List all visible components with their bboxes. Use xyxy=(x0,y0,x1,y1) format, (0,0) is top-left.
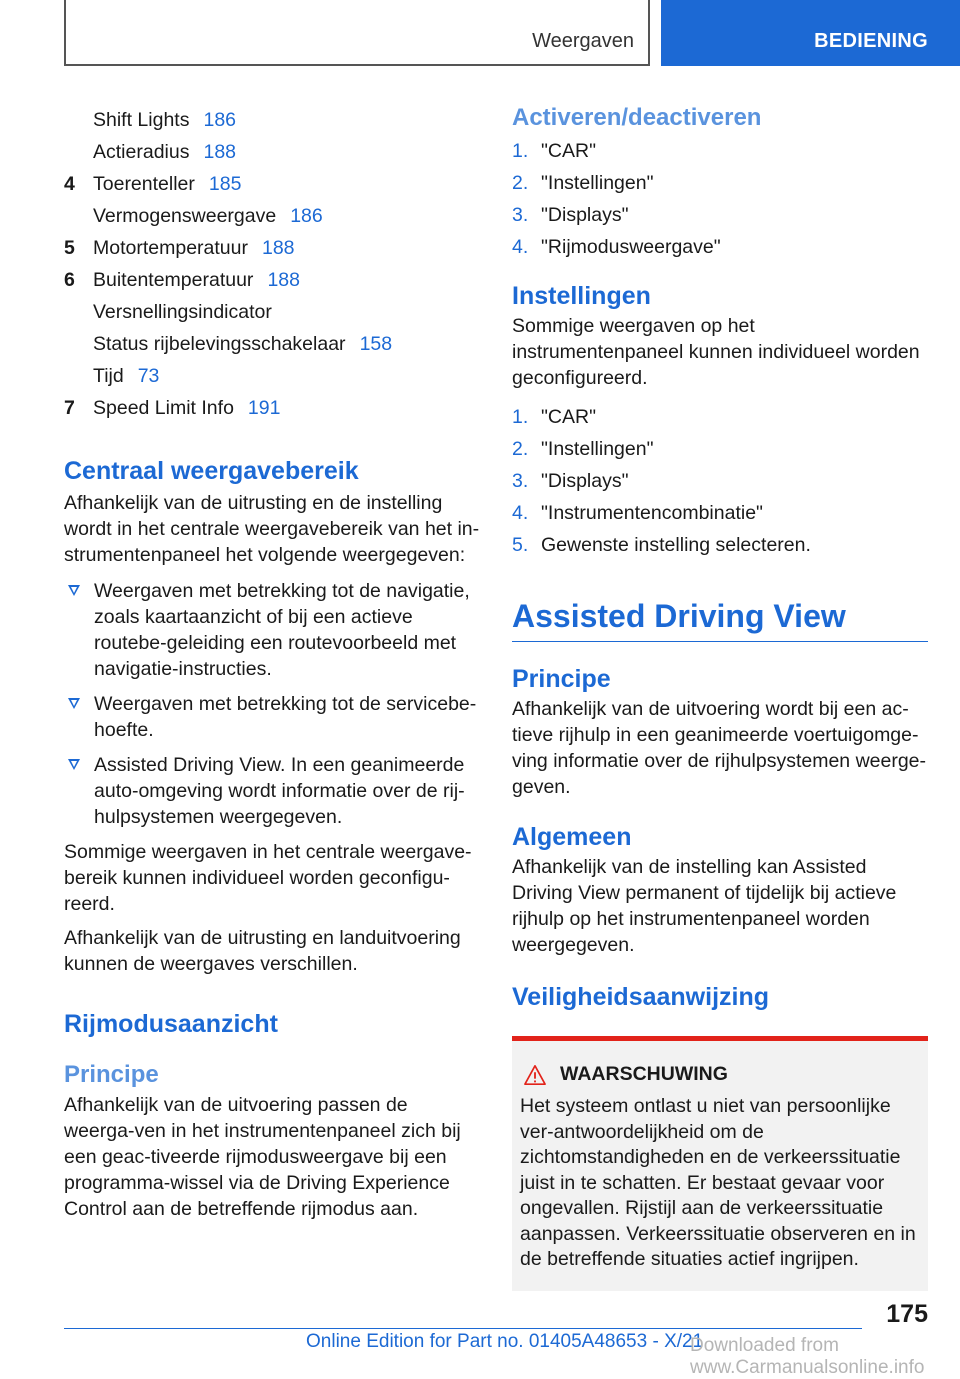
drive-mode-heading: Rijmodusaanzicht xyxy=(64,1010,278,1038)
chapter-tab xyxy=(661,0,960,66)
section-title: Weergaven xyxy=(532,30,634,52)
legend-item: Vermogensweergave 186 xyxy=(64,200,482,232)
central-para: Sommige weergaven in het centrale weergave-bereik kunnen individueel worden geconfigu-reerd. xyxy=(64,841,472,915)
legend-item: 6 Buitentemperatuur 188 xyxy=(64,264,482,296)
page-link[interactable]: 158 xyxy=(359,333,393,355)
warning-title: WAARSCHUWING xyxy=(560,1063,728,1086)
settings-heading: Instellingen xyxy=(512,281,651,310)
warning-triangle-icon xyxy=(524,1064,546,1086)
page-number: 175 xyxy=(886,1300,928,1328)
warning-text: Het systeem ontlast u niet van persoonlijke ver-antwoordelijkheid om de zichtomstandigheden en de verkeerssituatie juist in te schatten. Er bestaat gevaar voor ongevallen. Rijstijl aan de verkeerssituatie aanpassen. Verkeerssituatie observeren en in de betreffende situaties actief ingrijpen. xyxy=(520,1095,916,1271)
chapter-title: BEDIENING xyxy=(814,30,928,52)
triangle-bullet-icon xyxy=(68,698,80,709)
page-link[interactable]: 185 xyxy=(208,173,242,195)
warning-box xyxy=(512,1036,928,1291)
list-item: 3. "Displays" xyxy=(512,469,629,492)
settings-text: Sommige weergaven op het instrumentenpaneel kunnen individueel worden geconfigureerd. xyxy=(512,314,920,389)
legend-item: Actieradius 188 xyxy=(64,136,482,168)
edition-text: Online Edition for Part no. 01405A48653 - X/21 xyxy=(306,1331,704,1352)
settings-steps xyxy=(512,401,928,561)
list-item: 2. "Instellingen" xyxy=(512,437,654,460)
page-link[interactable]: 188 xyxy=(267,269,300,291)
triangle-bullet-icon xyxy=(68,759,80,770)
list-item: 4. "Rijmodusweergave" xyxy=(512,235,721,258)
list-item: Weergaven met betrekking tot de servicebe-hoefte. xyxy=(64,691,482,743)
legend-item: 4 Toerenteller 185 xyxy=(64,168,482,200)
drive-mode-principle-text: Afhankelijk van de uitvoering passen de weerga-ven in het instrumentenpaneel zich bij een geac-tiveerde rijmodusweergave bij een programma-wissel via de Driving Experience Control aan de betreffende rijmodus aan. xyxy=(64,1093,461,1220)
list-item: Weergaven met betrekking tot de navigatie, zoals kaartaanzicht of bij een actieve routebe-geleiding een routevoorbeeld met navigatie-instructies. xyxy=(64,578,482,682)
legend-item: Versnellingsindicator xyxy=(93,301,272,323)
left-column xyxy=(64,104,482,1222)
page-link[interactable]: 186 xyxy=(203,109,237,131)
legend-item: Status rijbelevingsschakelaar 158 xyxy=(64,328,482,360)
list-item: 3. "Displays" xyxy=(512,203,629,226)
central-para: Afhankelijk van de uitrusting en landuitvoering kunnen de weergaves verschillen. xyxy=(64,927,461,975)
page-link[interactable]: 188 xyxy=(261,237,295,259)
list-item: 2. "Instellingen" xyxy=(512,171,654,194)
adv-general-text: Afhankelijk van de instelling kan Assisted Driving View permanent of tijdelijk bij actieve rijhulp op het instrumentenpaneel worden weergegeven. xyxy=(512,856,897,957)
footer-rule xyxy=(64,1328,862,1329)
list-item: 4. "Instrumentencombinatie" xyxy=(512,501,763,524)
drive-mode-principle-heading: Principe xyxy=(64,1061,159,1088)
legend-item: 7 Speed Limit Info 191 xyxy=(64,392,482,424)
central-heading: Centraal weergavebereik xyxy=(64,457,359,485)
adv-heading: Assisted Driving View xyxy=(512,597,846,634)
section-tab xyxy=(64,0,650,66)
right-column xyxy=(512,104,928,1291)
list-item: Assisted Driving View. In een geanimeerde auto-omgeving wordt informatie over de rij-hulpsystemen weergegeven. xyxy=(64,752,482,830)
legend-list xyxy=(64,104,482,424)
legend-item: Tijd 73 xyxy=(64,360,482,392)
safety-heading: Veiligheidsaanwijzing xyxy=(512,983,770,1012)
adv-principle-text: Afhankelijk van de uitvoering wordt bij een ac-tieve rijhulp in een geanimeerde voertuigomge-ving informatie over de rijhulpsystemen weerge-geven. xyxy=(512,698,927,799)
adv-general-heading: Algemeen xyxy=(512,823,632,852)
warning-title-row xyxy=(520,1063,920,1086)
central-intro: Afhankelijk van de uitrusting en de instelling wordt in het centrale weergavebereik van het in-strumentenpaneel het volgende weergegeven: xyxy=(64,492,480,566)
list-item: 5. Gewenste instelling selecteren. xyxy=(512,533,811,556)
page-link[interactable]: 188 xyxy=(203,141,237,163)
heading-rule xyxy=(512,641,928,642)
central-bullet-list xyxy=(64,578,482,830)
watermark: Downloaded from www.Carmanualsonline.info xyxy=(690,1335,925,1378)
list-item: 1. "CAR" xyxy=(512,405,597,428)
triangle-bullet-icon xyxy=(68,585,80,596)
activate-heading: Activeren/deactiveren xyxy=(512,104,762,131)
activate-steps xyxy=(512,135,928,263)
page-link[interactable]: 186 xyxy=(290,205,323,227)
page-link[interactable]: 73 xyxy=(137,365,160,387)
page-link[interactable]: 191 xyxy=(247,397,281,419)
list-item: 1. "CAR" xyxy=(512,139,597,162)
legend-item: Shift Lights 186 xyxy=(64,104,482,136)
page-header xyxy=(0,0,960,66)
legend-item: 5 Motortemperatuur 188 xyxy=(64,232,482,264)
adv-principle-heading: Principe xyxy=(512,665,611,694)
